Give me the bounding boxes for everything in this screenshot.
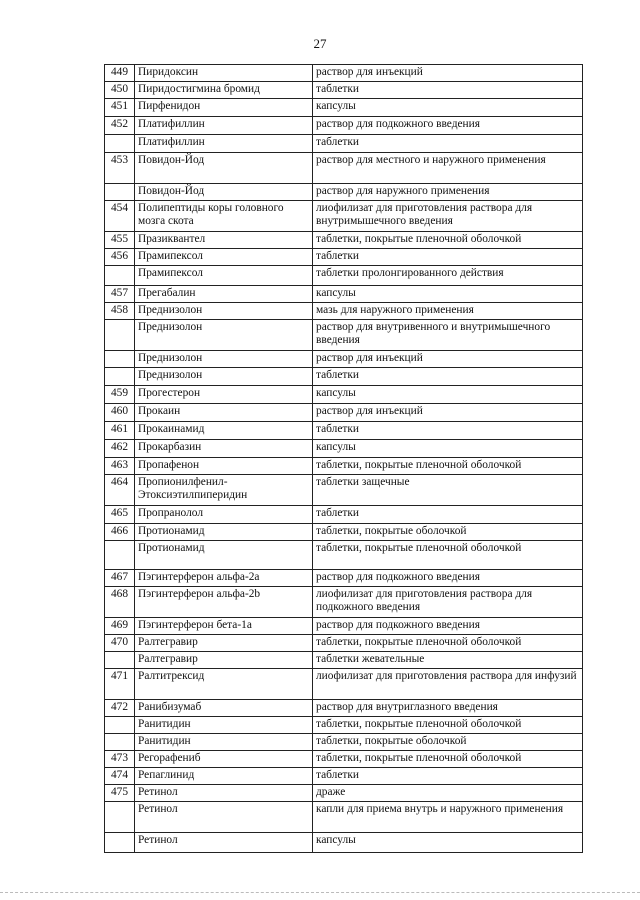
table-row: [105, 404, 583, 422]
drug-name: Ралтитрексид: [135, 669, 313, 700]
row-number: 455: [105, 232, 135, 249]
drug-name: Прокаинамид: [135, 422, 313, 440]
dosage-form: таблетки, покрытые пленочной оболочкой: [313, 458, 583, 475]
dosage-form: лиофилизат для приготовления раствора для внутримышечного введения: [313, 201, 583, 232]
row-number: [105, 266, 135, 286]
drug-name: Репаглинид: [135, 768, 313, 785]
table-row: [105, 82, 583, 99]
row-number: 456: [105, 249, 135, 266]
row-number: 468: [105, 587, 135, 618]
drug-name: Пропранолол: [135, 506, 313, 524]
table-row: [105, 117, 583, 135]
drug-name: Пирфенидон: [135, 99, 313, 117]
dosage-form: раствор для инъекций: [313, 351, 583, 368]
dosage-form: таблетки, покрытые пленочной оболочкой: [313, 717, 583, 734]
drug-name: Пиридоксин: [135, 65, 313, 82]
dosage-form: драже: [313, 785, 583, 802]
drug-name: Прокаин: [135, 404, 313, 422]
table-row: [105, 266, 583, 286]
page-number: 27: [313, 36, 327, 51]
table-row: [105, 506, 583, 524]
table-row: [105, 700, 583, 717]
drug-name: Ралтегравир: [135, 635, 313, 652]
dosage-form: таблетки: [313, 135, 583, 153]
table-row: [105, 669, 583, 700]
row-number: 471: [105, 669, 135, 700]
table-row: [105, 249, 583, 266]
dosage-form: раствор для местного и наружного применения: [313, 153, 583, 184]
dosage-form: таблетки жевательные: [313, 652, 583, 669]
table-row: [105, 368, 583, 386]
dosage-form: раствор для подкожного введения: [313, 618, 583, 635]
dosage-form: капсулы: [313, 386, 583, 404]
drug-name: Преднизолон: [135, 368, 313, 386]
drug-name: Пэгинтерферон альфа-2а: [135, 570, 313, 587]
row-number: [105, 734, 135, 751]
dosage-form: таблетки, покрытые оболочкой: [313, 524, 583, 541]
dosage-form: раствор для внутривенного и внутримышечного введения: [313, 320, 583, 351]
drug-name: Ранитидин: [135, 734, 313, 751]
dosage-form: раствор для инъекций: [313, 65, 583, 82]
row-number: [105, 351, 135, 368]
row-number: [105, 802, 135, 833]
table-row: [105, 303, 583, 320]
dosage-form: мазь для наружного применения: [313, 303, 583, 320]
drug-name: Ранибизумаб: [135, 700, 313, 717]
dosage-form: капсулы: [313, 286, 583, 303]
table-row: [105, 475, 583, 506]
table-row: [105, 541, 583, 570]
drug-name: Пропафенон: [135, 458, 313, 475]
drug-name: Пиридостигмина бромид: [135, 82, 313, 99]
row-number: 451: [105, 99, 135, 117]
dosage-form: таблетки, покрытые пленочной оболочкой: [313, 541, 583, 570]
dosage-form: таблетки, покрытые оболочкой: [313, 734, 583, 751]
table-row: [105, 184, 583, 201]
dosage-form: таблетки, покрытые пленочной оболочкой: [313, 635, 583, 652]
row-number: [105, 135, 135, 153]
dosage-form: лиофилизат для приготовления раствора для подкожного введения: [313, 587, 583, 618]
drug-name: Платифиллин: [135, 117, 313, 135]
row-number: [105, 833, 135, 853]
drug-name: Пэгинтерферон альфа-2b: [135, 587, 313, 618]
dosage-form: таблетки, покрытые пленочной оболочкой: [313, 232, 583, 249]
row-number: [105, 320, 135, 351]
table-row: [105, 618, 583, 635]
row-number: 458: [105, 303, 135, 320]
table-row: [105, 351, 583, 368]
drug-name: Протионамид: [135, 524, 313, 541]
dosage-form: таблетки: [313, 768, 583, 785]
row-number: 464: [105, 475, 135, 506]
drug-name: Ретинол: [135, 802, 313, 833]
row-number: 473: [105, 751, 135, 768]
row-number: 459: [105, 386, 135, 404]
dosage-form: таблетки: [313, 82, 583, 99]
table-row: [105, 751, 583, 768]
dosage-form: капсулы: [313, 440, 583, 458]
row-number: 457: [105, 286, 135, 303]
dosage-form: капсулы: [313, 833, 583, 853]
drug-name: Прокарбазин: [135, 440, 313, 458]
row-number: 474: [105, 768, 135, 785]
row-number: [105, 368, 135, 386]
row-number: 453: [105, 153, 135, 184]
table-row: [105, 286, 583, 303]
drug-name: Преднизолон: [135, 351, 313, 368]
table-row: [105, 458, 583, 475]
row-number: 460: [105, 404, 135, 422]
drug-name: Преднизолон: [135, 320, 313, 351]
drug-name: Прамипексол: [135, 266, 313, 286]
table-row: [105, 65, 583, 82]
page-bottom-rule: [0, 892, 640, 893]
table-row: [105, 440, 583, 458]
table-row: [105, 320, 583, 351]
row-number: 463: [105, 458, 135, 475]
row-number: 469: [105, 618, 135, 635]
drug-name: Ретинол: [135, 833, 313, 853]
dosage-form: таблетки: [313, 368, 583, 386]
table-row: [105, 717, 583, 734]
drug-name: Преднизолон: [135, 303, 313, 320]
table-row: [105, 524, 583, 541]
dosage-form: таблетки защечные: [313, 475, 583, 506]
table-row: [105, 652, 583, 669]
table-row: [105, 135, 583, 153]
row-number: 475: [105, 785, 135, 802]
table-row: [105, 422, 583, 440]
drug-name: Пропионилфенил-Этоксиэтилпиперидин: [135, 475, 313, 506]
row-number: [105, 541, 135, 570]
drug-name: Полипептиды коры головного мозга скота: [135, 201, 313, 232]
table-row: [105, 99, 583, 117]
table-row: [105, 570, 583, 587]
row-number: 467: [105, 570, 135, 587]
drug-name: Прогестерон: [135, 386, 313, 404]
row-number: 454: [105, 201, 135, 232]
drug-name: Пэгинтерферон бета-1а: [135, 618, 313, 635]
dosage-form: раствор для подкожного введения: [313, 570, 583, 587]
table-row: [105, 785, 583, 802]
table-row: [105, 635, 583, 652]
drug-name: Протионамид: [135, 541, 313, 570]
dosage-form: лиофилизат для приготовления раствора для инфузий: [313, 669, 583, 700]
drug-name: Ранитидин: [135, 717, 313, 734]
table-row: [105, 587, 583, 618]
table-row: [105, 802, 583, 833]
drug-name: Празиквантел: [135, 232, 313, 249]
drug-name: Повидон-Йод: [135, 184, 313, 201]
dosage-form: раствор для внутриглазного введения: [313, 700, 583, 717]
dosage-form: таблетки: [313, 506, 583, 524]
table-row: [105, 768, 583, 785]
row-number: 462: [105, 440, 135, 458]
row-number: 465: [105, 506, 135, 524]
dosage-form: капли для приема внутрь и наружного применения: [313, 802, 583, 833]
drug-name: Ралтегравир: [135, 652, 313, 669]
row-number: [105, 184, 135, 201]
table-row: [105, 201, 583, 232]
dosage-form: раствор для инъекций: [313, 404, 583, 422]
table-row: [105, 833, 583, 853]
table-row: [105, 386, 583, 404]
drug-name: Прегабалин: [135, 286, 313, 303]
dosage-form: таблетки: [313, 249, 583, 266]
dosage-form: таблетки, покрытые пленочной оболочкой: [313, 751, 583, 768]
drug-name: Регорафениб: [135, 751, 313, 768]
row-number: 461: [105, 422, 135, 440]
dosage-form: раствор для подкожного введения: [313, 117, 583, 135]
drug-name: Прамипексол: [135, 249, 313, 266]
dosage-form: таблетки: [313, 422, 583, 440]
table-row: [105, 734, 583, 751]
dosage-form: капсулы: [313, 99, 583, 117]
row-number: 472: [105, 700, 135, 717]
row-number: [105, 717, 135, 734]
row-number: 450: [105, 82, 135, 99]
table-row: [105, 153, 583, 184]
row-number: 470: [105, 635, 135, 652]
row-number: 449: [105, 65, 135, 82]
row-number: [105, 652, 135, 669]
row-number: 452: [105, 117, 135, 135]
dosage-form: раствор для наружного применения: [313, 184, 583, 201]
drug-name: Повидон-Йод: [135, 153, 313, 184]
row-number: 466: [105, 524, 135, 541]
dosage-form: таблетки пролонгированного действия: [313, 266, 583, 286]
drug-name: Ретинол: [135, 785, 313, 802]
drug-name: Платифиллин: [135, 135, 313, 153]
table-row: [105, 232, 583, 249]
drug-table: [104, 64, 583, 853]
